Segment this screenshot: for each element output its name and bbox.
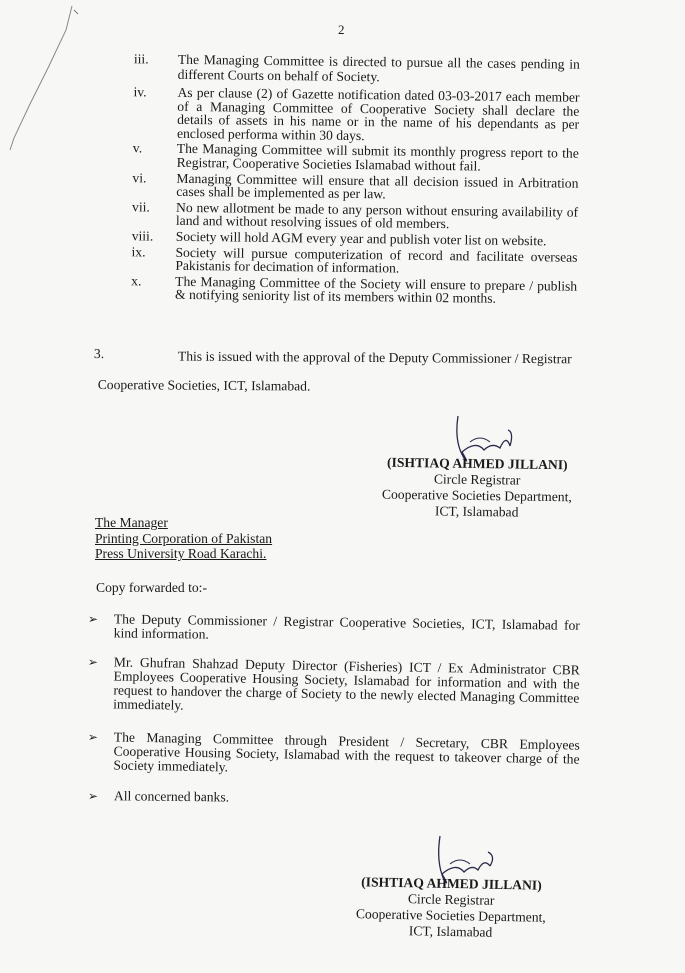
addressee-block	[95, 515, 272, 562]
clause-item	[110, 52, 580, 87]
signature-block-2	[345, 874, 556, 942]
clause-item	[108, 200, 578, 233]
clause-text: As per clause (2) of Gazette notification dated 03-03-2017 each member of a Managing Committee of Cooperative Society shall declare the details of assets in his name or in the name of his dependants as per enclosed performa within 30 days.	[176, 84, 580, 143]
cc-list-item	[87, 730, 580, 781]
signatory-title: Circle Registrar	[407, 891, 495, 908]
clause-number: x.	[131, 272, 142, 289]
arrow-bullet-icon: ➢	[87, 655, 99, 670]
clause-text: Managing Committee will ensure that all decision issued in Arbitration cases shall be implemented as per law.	[176, 170, 579, 202]
signatory-department: Cooperative Societies Department,	[381, 486, 572, 505]
signatory-name: (ISHTIAQ AHMED JILLANI)	[361, 874, 542, 893]
paragraph-number: 3.	[93, 346, 105, 362]
copy-forwarded-heading: Copy forwarded to:-	[96, 580, 207, 595]
signatory-name: (ISHTIAQ AHMED JILLANI)	[386, 454, 568, 473]
page-edge-mark	[0, 0, 90, 160]
page-number: 2	[338, 22, 345, 37]
clause-number: viii.	[131, 228, 154, 244]
clause-text: Society will hold AGM every year and publish voter list on website.	[175, 228, 547, 249]
paragraph-3	[93, 346, 584, 394]
clause-item	[108, 171, 578, 204]
clause-item	[107, 274, 577, 307]
signatory-place: ICT, Islamabad	[408, 923, 493, 940]
clause-item	[107, 245, 577, 278]
clause-number: vi.	[132, 169, 147, 186]
clause-list	[107, 52, 580, 309]
clause-number: vii.	[132, 199, 150, 215]
addressee-line: Press University Road Karachi.	[95, 546, 267, 561]
paragraph-line-1: This is issued with the approval of the Deputy Commissioner / Registrar	[177, 348, 572, 367]
cc-text: All concerned banks.	[113, 788, 230, 805]
clause-number: iii.	[133, 51, 149, 67]
signatory-department: Cooperative Societies Department,	[355, 906, 546, 925]
cc-list-item	[88, 789, 580, 808]
addressee-line: Printing Corporation of Pakistan	[95, 530, 273, 546]
paragraph-line-2: Cooperative Societies, ICT, Islamabad.	[97, 377, 311, 394]
arrow-bullet-icon: ➢	[87, 789, 99, 804]
clause-number: iv.	[133, 84, 147, 100]
signatory-title: Circle Registrar	[433, 471, 521, 488]
cc-text: The Managing Committee through President / Secretary, CBR Employees Cooperative Housing Society, Islamabad with the request to takeover charge of the Society immediately.	[113, 729, 580, 775]
clause-text: No new allotment be made to any person without ensuring availability of land and without resolving issues of old members.	[175, 199, 579, 232]
cc-text: Mr. Ghufran Shahzad Deputy Director (Fisheries) ICT / Ex Administrator CBR Employees Cooperative Housing Society, Islamabad for information and with the request to handover the charge of Society to the newly elected Managing Committee immediately.	[113, 654, 580, 713]
clause-number: ix.	[131, 243, 146, 259]
signatory-place: ICT, Islamabad	[434, 503, 519, 520]
arrow-bullet-icon: ➢	[87, 730, 99, 745]
clause-text: The Managing Committee will submit its monthly progress report to the Registrar, Cooperative Societies Islamabad without fail.	[176, 141, 579, 174]
clause-text: The Managing Committee is directed to pursue all the cases pending in different Courts on behalf of Society.	[177, 51, 580, 84]
addressee-line: The Manager	[95, 515, 168, 530]
clause-item	[109, 85, 580, 145]
clause-item	[109, 141, 579, 174]
cc-list-item	[88, 612, 580, 647]
clause-number: v.	[132, 140, 143, 156]
cc-list-item	[87, 655, 580, 720]
clause-text: Society will pursue computerization of record and facilitate overseas Pakistanis for decimation of information.	[175, 244, 578, 276]
arrow-bullet-icon: ➢	[87, 612, 99, 627]
clause-text: The Managing Committee of the Society will ensure to prepare / publish & notifying seniority list of its members within 02 months.	[174, 273, 578, 307]
cc-text: The Deputy Commissioner / Registrar Cooperative Societies, ICT, Islamabad for kind information.	[113, 611, 580, 642]
signature-block-1	[372, 455, 583, 522]
